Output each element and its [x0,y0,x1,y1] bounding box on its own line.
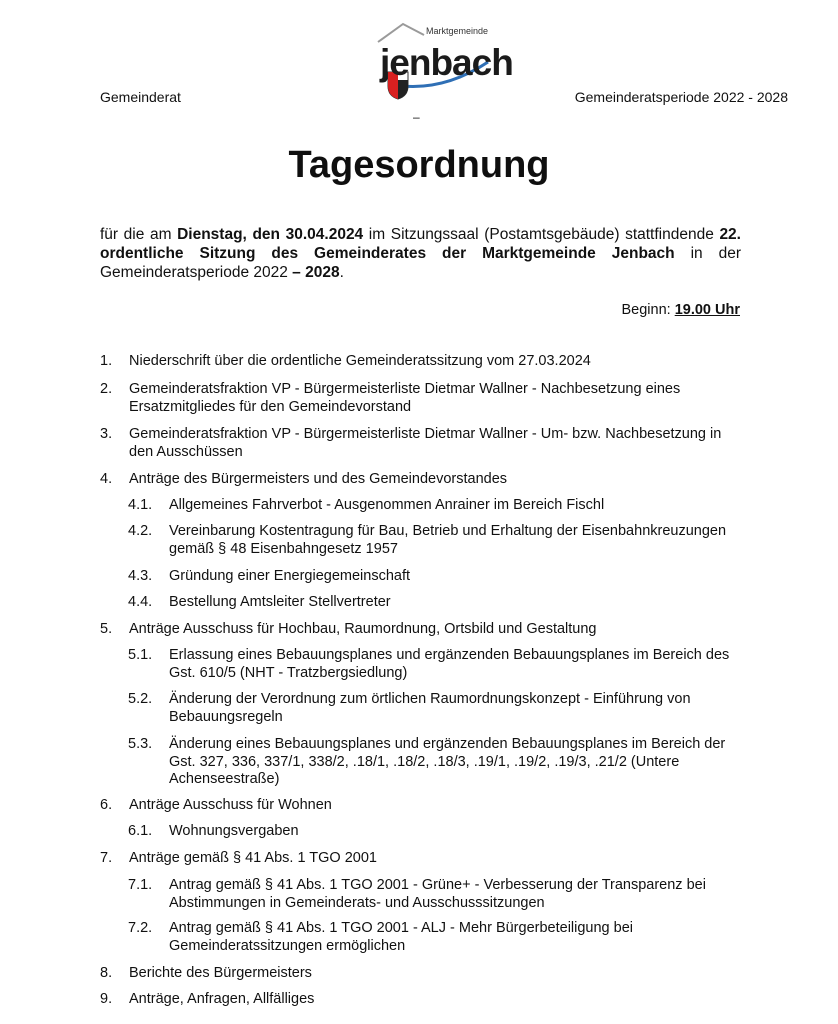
intro-text-2: im Sitzungssaal (Postamtsgebäude) stattfindende [363,226,720,243]
intro-text-1: für die am [100,226,178,243]
intro-period-end: – 2028 [292,264,340,281]
agenda-item-text: Anträge Ausschuss für Wohnen [129,797,332,813]
agenda-item-text: Anträge des Bürgermeisters und des Gemeindevorstandes [129,471,508,487]
agenda-subitem-number: 4.1. [128,497,153,513]
jenbach-logo [376,20,513,104]
agenda-subitem-text: Antrag gemäß § 41 Abs. 1 TGO 2001 - Grüne+ - Verbesserung der Transparenz bei Abstimmungen in Gemeinderats- und Ausschusssitzungen [169,877,706,911]
agenda-subitem-text: Bestellung Amtsleiter Stellvertreter [169,594,391,610]
agenda-subitem-text: Gründung einer Energiegemeinschaft [169,568,411,584]
agenda-item-text: Anträge Ausschuss für Hochbau, Raumordnung, Ortsbild und Gestaltung [129,621,597,637]
agenda-item-number: 7. [100,850,113,866]
header-right: Gemeinderatsperiode 2022 - 2028 [574,89,788,105]
logo-wordmark: jenbach [380,42,513,83]
agenda-subitem-text: Vereinbarung Kostentragung für Bau, Betrieb und Erhaltung der Eisenbahnkreuzungen gemäß § 48 Eisenbahngesetz 1957 [169,523,727,557]
start-time-value: 19.00 Uhr [674,302,740,318]
agenda-item-number: 5. [100,621,113,637]
agenda-item-number: 8. [100,965,113,981]
agenda-item-number: 2. [100,381,113,397]
agenda-subitem-text: Erlassung eines Bebauungsplanes und ergänzenden Bebauungsplanes im Bereich des Gst. 610/5 (NHT - Tratzbergsiedlung) [169,647,730,681]
header-left: Gemeinderat [100,89,181,105]
agenda-subitem-text: Wohnungsvergaben [169,823,299,839]
agenda-subitem-number: 4.4. [128,594,153,610]
agenda-subitem-text: Allgemeines Fahrverbot - Ausgenommen Anrainer im Bereich Fischl [169,497,605,513]
agenda-item-text: Gemeinderatsfraktion VP - Bürgermeisterliste Dietmar Wallner - Nachbesetzung eines Ersatzmitgliedes für den Gemeindevorstand [129,381,681,415]
agenda-subitem-text: Änderung eines Bebauungsplanes und ergänzenden Bebauungsplanes im Bereich der Gst. 327, 336, 337/1, 338/2, .18/1, .18/2, .18/3, .19/1, .19/2, .19/3, .21/2 (Untere Achenseestraße) [169,736,726,787]
intro-paragraph [100,225,741,282]
agenda-item-text: Anträge, Anfragen, Allfälliges [129,991,315,1007]
agenda-item-text: Berichte des Bürgermeisters [129,965,312,981]
agenda-item-number: 9. [100,991,113,1007]
start-time [621,302,740,318]
agenda-subitem-text: Änderung der Verordnung zum örtlichen Raumordnungskonzept - Einführung von Bebauungsregeln [169,691,691,725]
agenda-subitem-number: 7.1. [128,877,153,893]
agenda-item-text: Gemeinderatsfraktion VP - Bürgermeisterliste Dietmar Wallner - Um- bzw. Nachbesetzung in den Ausschüssen [129,426,722,460]
agenda-subitem-text: Antrag gemäß § 41 Abs. 1 TGO 2001 - ALJ - Mehr Bürgerbeteiligung bei Gemeinderatssitzungen ermöglichen [169,920,633,954]
agenda-item-number: 4. [100,471,113,487]
agenda-item-number: 1. [100,353,113,369]
agenda-subitem-number: 5.2. [128,691,153,707]
start-time-label: Beginn: [621,302,675,318]
header-separator: – [413,110,420,124]
agenda-subitem-number: 4.2. [128,523,153,539]
agenda-subitem-number: 5.3. [128,736,153,752]
agenda-subitem-number: 4.3. [128,568,153,584]
agenda-item-text: Niederschrift über die ordentliche Gemeinderatssitzung vom 27.03.2024 [129,353,591,369]
intro-date: Dienstag, den 30.04.2024 [177,226,364,243]
logo-subtitle: Marktgemeinde [426,26,489,36]
intro-session: 22. ordentliche Sitzung des Gemeinderates der Marktgemeinde Jenbach [100,226,741,262]
intro-text-3: in der Gemeinderatsperiode 2022 [100,245,741,281]
agenda-subitem-number: 5.1. [128,647,153,663]
agenda-subitem-number: 6.1. [128,823,153,839]
agenda-subitem-number: 7.2. [128,920,153,936]
intro-text-4: . [339,264,344,281]
agenda-item-number: 6. [100,797,113,813]
agenda-item-text: Anträge gemäß § 41 Abs. 1 TGO 2001 [129,850,377,866]
agenda-item-number: 3. [100,426,113,442]
page-title: Tagesordnung [288,144,550,186]
